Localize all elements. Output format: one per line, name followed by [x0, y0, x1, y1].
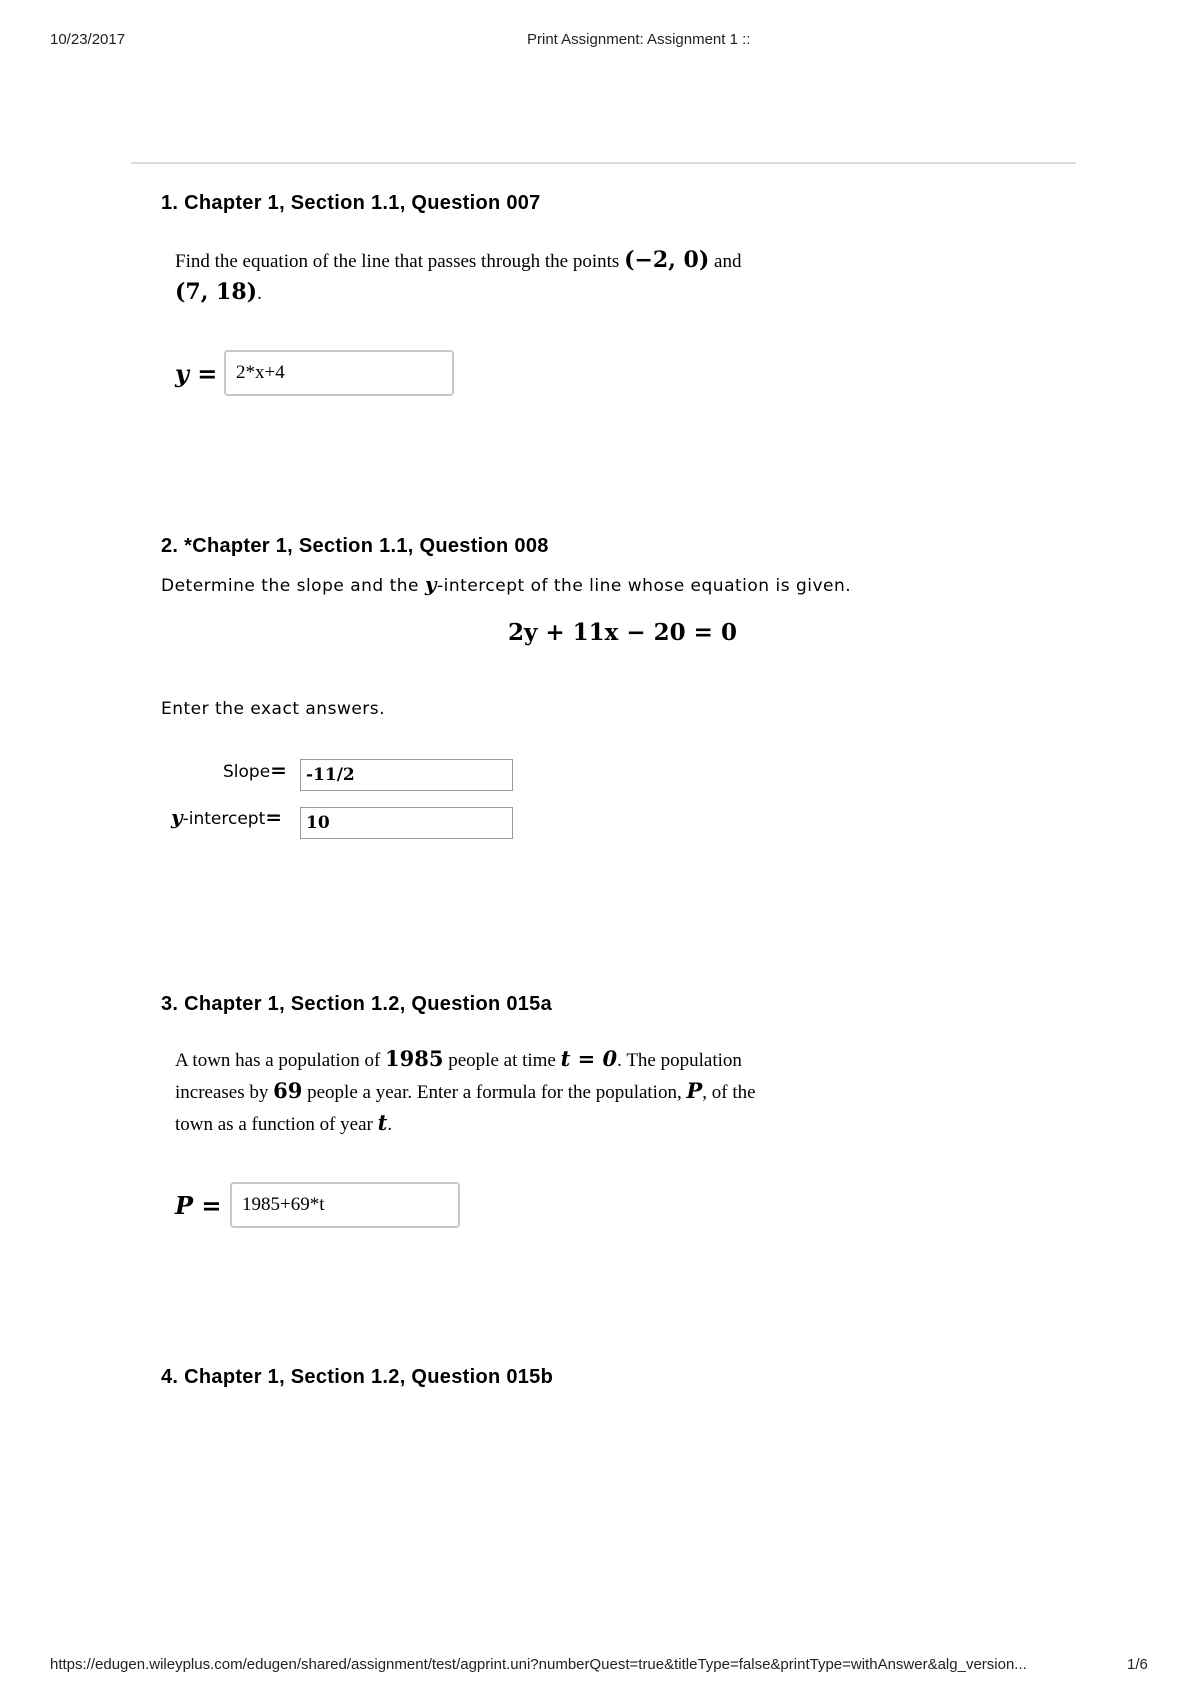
q2-slope-field[interactable]: -11/2: [300, 759, 513, 791]
q3-rate: 69: [273, 1078, 303, 1103]
q3-population: 1985: [385, 1046, 444, 1071]
q3-text-4: increases by: [175, 1082, 274, 1103]
q1-answer-label: y =: [175, 359, 218, 388]
q3-answer-field[interactable]: 1985+69*t: [230, 1182, 460, 1228]
q3-text-1: A town has a population of: [175, 1050, 386, 1071]
intercept-y-var: y: [171, 805, 183, 829]
q2-intercept-label: [171, 805, 282, 829]
footer-url: https://edugen.wileyplus.com/edugen/shared/assignment/test/agprint.uni?numberQuest=true&titleType=false&printType=withAnswer&alg_version...: [50, 1656, 1027, 1673]
question-2-prompt: [161, 572, 851, 596]
q3-p-var: P: [686, 1078, 703, 1103]
q2-y-var: y: [424, 572, 438, 596]
q3-t-var: t: [377, 1110, 388, 1135]
slope-label-text: Slope: [223, 762, 271, 782]
question-3-prompt: [175, 1044, 875, 1140]
q2-equation: 2y + 11x − 20 = 0: [508, 619, 737, 646]
header-divider: [131, 162, 1076, 164]
q2-text: Determine the slope and the: [161, 576, 425, 596]
print-date: 10/23/2017: [50, 31, 126, 48]
q2-text-rest: -intercept of the line whose equation is given.: [437, 576, 852, 596]
q1-answer-field[interactable]: 2*x+4: [224, 350, 454, 396]
q2-instruction: Enter the exact answers.: [161, 699, 386, 719]
intercept-equals: =: [265, 805, 283, 829]
q1-point-1: (−2, 0): [624, 247, 710, 273]
page-header-title: Print Assignment: Assignment 1 ::: [527, 31, 751, 48]
q3-answer-label: P =: [175, 1191, 222, 1220]
intercept-label-text: -intercept: [182, 809, 266, 829]
q1-text-and: and: [709, 251, 742, 272]
question-3-title: 3. Chapter 1, Section 1.2, Question 015a: [161, 993, 553, 1015]
q3-text-5: people a year. Enter a formula for the population,: [302, 1082, 687, 1103]
q3-text-3: . The population: [617, 1050, 742, 1071]
q1-period: .: [257, 283, 262, 304]
q1-point-2: (7, 18): [175, 279, 258, 305]
q3-time-eq: t = 0: [560, 1046, 618, 1071]
q3-text-6: , of the: [702, 1082, 756, 1103]
question-2-title: 2. *Chapter 1, Section 1.1, Question 008: [161, 535, 549, 557]
q1-text: Find the equation of the line that passes through the points: [175, 251, 625, 272]
q3-text-7: town as a function of year: [175, 1114, 378, 1135]
question-1-prompt: [175, 245, 835, 309]
page-number: 1/6: [1127, 1656, 1148, 1673]
slope-equals: =: [270, 758, 287, 782]
q3-text-2: people at time: [443, 1050, 561, 1071]
question-1-title: 1. Chapter 1, Section 1.1, Question 007: [161, 192, 541, 214]
q2-slope-label: [223, 758, 287, 782]
question-4-title: 4. Chapter 1, Section 1.2, Question 015b: [161, 1366, 554, 1388]
q2-intercept-field[interactable]: 10: [300, 807, 513, 839]
q3-text-8: .: [387, 1114, 393, 1135]
